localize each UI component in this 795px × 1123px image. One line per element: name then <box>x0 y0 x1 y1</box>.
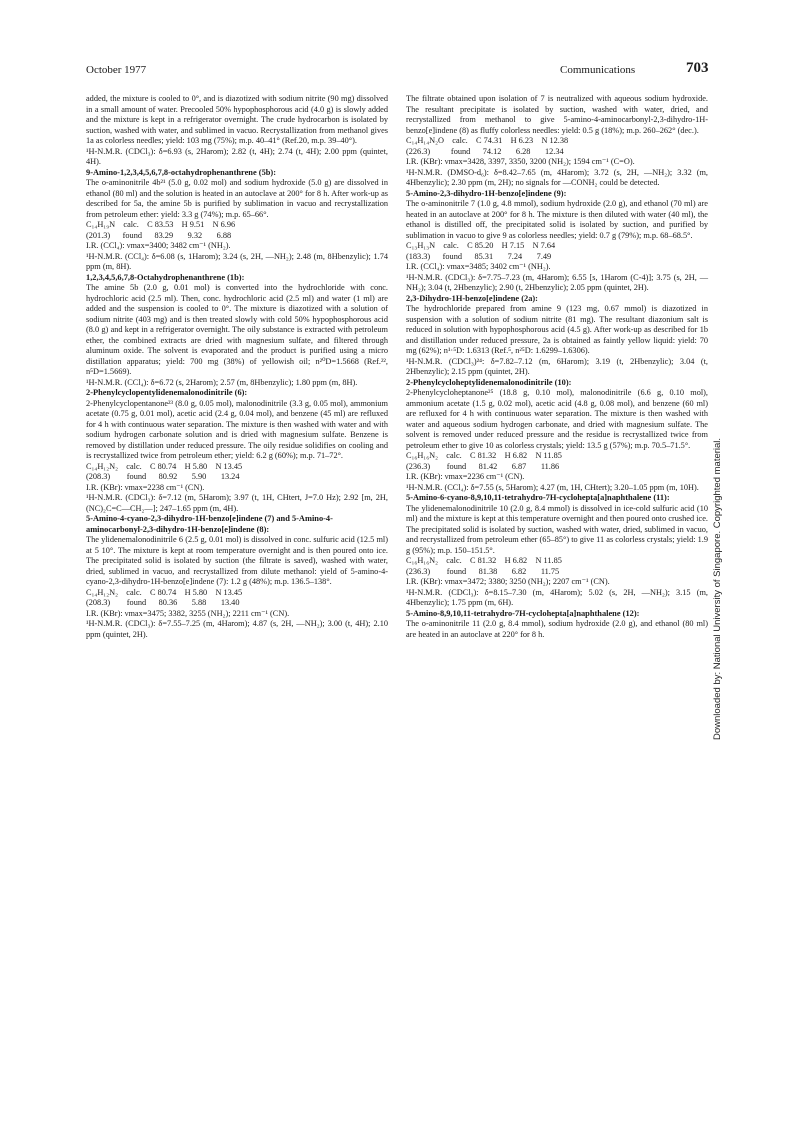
paragraph: ¹H-N.M.R. (CDCl₃): δ=6.93 (s, 2Harom); 2.82 (t, 4H); 2.74 (t, 4H); 2.00 ppm (quintet, 4H). <box>86 146 388 166</box>
paragraph: 2-Phenylcycloheptanone²⁵ (18.8 g, 0.10 mol), malonodinitrile (6.6 g, 0.10 mol), ammonium acetate (1.5 g, 0.02 mol), acetic acid (4.8 g, 0.08 mol), and benzene (60 ml) are refluxed for 4 h with continuous water separation. The mixture is then washed with water and aqueous sodium hydrogen carbonate, and dried with magnesium sulfate. The solvent is removed under reduced pressure and the residue is recrystallized twice from petroleum ether to give 10 as colorless crystals; yield: 13.5 g (57%); m.p. 70.5–71.5°. <box>406 388 708 450</box>
section-heading: 2-Phenylcyclopentylidenemalonodinitrile (6): <box>86 388 248 397</box>
section-heading: 9-Amino-1,2,3,4,5,6,7,8-octahydrophenanthrene (5b): <box>86 167 276 177</box>
paragraph: I.R. (KBr): νmax=2238 cm⁻¹ (CN). <box>86 482 205 492</box>
section-heading: 5-Amino-8,9,10,11-tetrahydro-7H-cyclohepta[a]naphthalene (12): <box>406 608 640 618</box>
section-heading: 5-Amino-2,3-dihydro-1H-benzo[e]indene (9): <box>406 188 567 198</box>
paragraph: The o-aminonitrile 11 (2.0 g, 8.4 mmol), sodium hydroxide (2.0 g), and ethanol (80 ml) are heated in an autoclave at 220° for 8 h. <box>406 619 708 639</box>
elemental-analysis: C₁₄H₁₄N₂O calc. C 74.31 H 6.23 N 12.38 (226.3) found 74.12 6.28 12.34 <box>406 136 569 156</box>
section-heading: 5-Amino-4-cyano-2,3-dihydro-1H-benzo[e]indene (7) and 5-Amino-4-aminocarbonyl-2,3-dihydro-1H-benzo[e]indene (8): <box>86 514 333 534</box>
paragraph: added, the mixture is cooled to 0°, and is diazotized with sodium nitrite (90 mg) dissolved in a small amount of water. Precooled 50% hypophosphorous acid (4.0 g) is slowly added and the mixture is kept in a refrigerator overnight. The crude hydrocarbon is isolated by suction, washed with water, and sublimed in vacuo. Recrystallization from methanol gives 1a as colorless needles; yield: 103 mg (75%); m.p. 40–41° (Ref.20, m.p. 39–40°). <box>86 94 388 145</box>
paragraph: The ylidenemalonodinitrile 6 (2.5 g, 0.01 mol) is dissolved in conc. sulfuric acid (12.5 ml) at 5 10°. The mixture is kept at room temperature overnight and is then poured onto ice. The precipitated solid is isolated by suction (the filtrate is saved), washed with water, dried, sublimed in vacuo, and recrystallized from dilute methanol: yield of 5-amino-4-cyano-2,3-dihydro-1H-benzo[e]indene (7): 1.2 g (48%); m.p. 136.5–138°. <box>86 535 388 586</box>
section-heading: 5-Amino-6-cyano-8,9,10,11-tetrahydro-7H-cyclohepta[a]naphthalene (11): <box>406 493 670 502</box>
section-heading: 1,2,3,4,5,6,7,8-Octahydrophenanthrene (1b): <box>86 272 245 282</box>
paragraph: ¹H-N.M.R. (CDCl₃): δ=8.15–7.30 (m, 4Harom); 5.02 (s, 2H, —NH₂); 3.15 (m, 4Hbenzylic); 1.75 ppm (m, 6H). <box>406 587 708 607</box>
elemental-analysis: C₁₄H₁₂N₂ calc. C 80.74 H 5.80 N 13.45 (208.3) found 80.92 5.90 13.24 <box>86 461 243 481</box>
paragraph: The o-aminonitrile 4b²¹ (5.0 g, 0.02 mol) and sodium hydroxide (5.0 g) are dissolved in ethanol (80 ml) and the solution is heated in an autoclave at 200° for 8 h. After work-up as described for 5a, the amine 5b is purified by sublimation in vacuo and recrystallization from petroleum ether: yield: 3.3 g (74%); m.p. 65–66°. <box>86 178 388 219</box>
elemental-analysis: C₁₄H₁₉N calc. C 83.53 H 9.51 N 6.96 (201.3) found 83.29 9.32 6.88 <box>86 220 236 240</box>
section-heading: 2,3-Dihydro-1H-benzo[e]indene (2a): <box>406 293 538 303</box>
paragraph: ¹H-N.M.R. (CDCl₃): δ=7.12 (m, 5Harom); 3.97 (t, 1H, CHtert, J=7.0 Hz); 2.92 [m, 2H, (NC)₂C=C—CH₂—]; 247–1.65 ppm (m, 4H). <box>86 493 388 513</box>
elemental-analysis: C₁₃H₁₃N calc. C 85.20 H 7.15 N 7.64 (183.3) found 85.31 7.24 7.49 <box>406 241 556 261</box>
elemental-analysis: C₁₄H₁₂N₂ calc. C 80.74 H 5.80 N 13.45 (208.3) found 80.36 5.88 13.40 <box>86 587 243 607</box>
elemental-analysis: C₁₆H₁₆N₂ calc. C 81.32 H 6.82 N 11.85 (236.3) found 81.42 6.87 11.86 <box>406 451 562 471</box>
paragraph: The ylidenemalonodinitrile 10 (2.0 g, 8.4 mmol) is dissolved in ice-cold sulfuric acid (10 ml) and the mixture is kept at this temperature overnight and then poured onto crushed ice. The precipitated solid is isolated by suction, washed with water, dried, sublimed in vacuo, and recrystallized from petroleum ether (65–85°) to give 11 as colorless crystals; yield: 1.9 g (95%); m.p. 150–151.5°. <box>406 503 708 555</box>
paragraph: I.R. (KBr): νmax=3472; 3380; 3250 (NH₂); 2207 cm⁻¹ (CN). <box>406 577 610 586</box>
paragraph: The amine 5b (2.0 g, 0.01 mol) is converted into the hydrochloride with conc. hydrochloric acid (2.5 ml). Then, conc. hydrochloric acid (2.5 ml) and water (1 ml) are added and the suspension is cooled to 0°. The mixture is diazotized with a solution of sodium nitrite (403 mg) and is then treated slowly with cold 50% hypophosphorous acid (8.0 g) and kept in a refrigerator overnight. The oily substance is extracted with petroleum ether, the combined extracts are dried with magnesium sulfate, and filtered through aluminum oxide. The solvent is evaporated and the product is purified using a micro distillation apparatus; yield: 700 mg (38%) of yellowish oil; n²⁰D=1.5668 (Ref.²², n⁵D=1.5669). <box>86 283 388 376</box>
paragraph: I.R. (KBr): νmax=3428, 3397, 3350, 3200 (NH₂); 1594 cm⁻¹ (C=O). <box>406 157 635 166</box>
paragraph: ¹H-N.M.R. (CCl₄): δ=6.08 (s, 1Harom); 3.24 (s, 2H, —NH₂); 2.48 (m, 8Hbenzylic); 1.74 ppm (m, 8H). <box>86 251 388 271</box>
elemental-analysis: C₁₆H₁₆N₂ calc. C 81.32 H 6.82 N 11.85 (236.3) found 81.38 6.82 11.75 <box>406 556 562 576</box>
right-column <box>406 94 708 640</box>
paragraph: ¹H-N.M.R. (CDCl₃): δ=7.75–7.23 (m, 4Harom); 6.55 [s, 1Harom (C-4)]; 3.75 (s, 2H, —NH₂); 3.04 (t, 2Hbenzylic); 2.90 (t, 2Hbenzylic); 2.05 ppm (quintet, 2H). <box>406 272 708 292</box>
download-watermark-text: Downloaded by: National University of Singapore. Copyrighted material. <box>712 437 723 740</box>
paragraph: I.R. (CCl₄): νmax=3485; 3402 cm⁻¹ (NH₂). <box>406 262 551 271</box>
paragraph: I.R. (CCl₄): νmax=3400; 3482 cm⁻¹ (NH₂). <box>86 241 231 250</box>
download-watermark <box>712 300 726 800</box>
paragraph: ¹H-N.M.R. (DMSO-d₆): δ=8.42–7.65 (m, 4Harom); 3.72 (s, 2H, —NH₂); 3.32 (m, 4Hbenzylic); 2.30 ppm (m, 2H); no signals for —CONH₂ could be detected. <box>406 167 708 187</box>
paragraph: ¹H-N.M.R. (CDCl₃)²⁴: δ=7.82–7.12 (m, 6Harom); 3.19 (t, 2Hbenzylic); 3.04 (t, 2Hbenzylic); 2.15 ppm (quintet, 2H). <box>406 356 708 376</box>
left-column <box>86 94 388 640</box>
paragraph: ¹H-N.M.R. (CDCl₃): δ=7.55–7.25 (m, 4Harom); 4.87 (s, 2H, —NH₂); 3.00 (t, 4H); 2.10 ppm (quintet, 2H). <box>86 619 388 639</box>
paragraph: The o-aminonitrile 7 (1.0 g, 4.8 mmol), sodium hydroxide (2.0 g), and ethanol (70 ml) are heated in an autoclave at 200° for 8 h. The mixture is then diluted with water (40 ml), the ethanol is distilled off, the precipitated solid is isolated by suction, and purified by sublimation in vacuo to give 9 as colorless needles; yield: 0.7 g (79%); m.p. 68–68.5°. <box>406 199 708 240</box>
section-heading: 2-Phenylcycloheptylidenemalonodinitrile (10): <box>406 377 572 387</box>
header-date: October 1977 <box>86 64 147 76</box>
page-number: 703 <box>686 60 709 76</box>
paragraph: ¹H-N.M.R. (CCl₄): δ=6.72 (s, 2Harom); 2.57 (m, 8Hbenzylic); 1.80 ppm (m, 8H). <box>86 377 358 387</box>
paragraph: I.R. (KBr): νmax=3475; 3382, 3255 (NH₂); 2211 cm⁻¹ (CN). <box>86 608 290 618</box>
paragraph: The hydrochloride prepared from amine 9 (123 mg, 0.67 mmol) is diazotized in suspension with a solution of sodium nitrite (81 mg). The resultant diazonium salt is reduced in solution with hypophosphorous acid (4.5 g). After work-up as described for 1b and distillation under reduced pressure, 2a is obtained as faintly yellow liquid: yield: 70 mg (62%); n¹·⁵D: 1.6313 (Ref.⁵, n²⁵D: 1.6299–1.6306). <box>406 304 708 355</box>
paragraph: 2-Phenylcyclopentanone²³ (8.0 g, 0.05 mol), malonodinitrile (3.3 g, 0.05 mol), ammonium acetate (0.75 g, 0.01 mol), acetic acid (2.4 g, 0.04 mol), and benzene (45 ml) are refluxed for 4 h with continuous water separation. The mixture is then washed with water and with sodium hydrogen carbonate solution and is dried with magnesium sulfate. Benzene is removed by distillation under reduced pressure. The oily residue solidifies on cooling and is recrystallized twice from petroleum ether; yield: 6.2 g (60%); m.p. 71–72°. <box>86 398 388 460</box>
paragraph: I.R. (KBr): νmax=2236 cm⁻¹ (CN). <box>406 472 525 481</box>
header-journal: Communications <box>560 64 636 76</box>
paragraph: ¹H-N.M.R. (CCl₄): δ=7.55 (s, 5Harom); 4.27 (m, 1H, CHtert); 3.20–1.05 ppm (m, 10H). <box>406 482 699 492</box>
paragraph: The filtrate obtained upon isolation of 7 is neutralized with aqueous sodium hydroxide. The resultant precipitate is isolated by suction, washed with water, dried, and recrystallized from methanol to give 5-amino-4-aminocarbonyl-2,3-dihydro-1H-benzo[e]indene (8) as fluffy colorless needles: yield: 0.5 g (18%); m.p. 260–262° (dec.). <box>406 94 708 135</box>
